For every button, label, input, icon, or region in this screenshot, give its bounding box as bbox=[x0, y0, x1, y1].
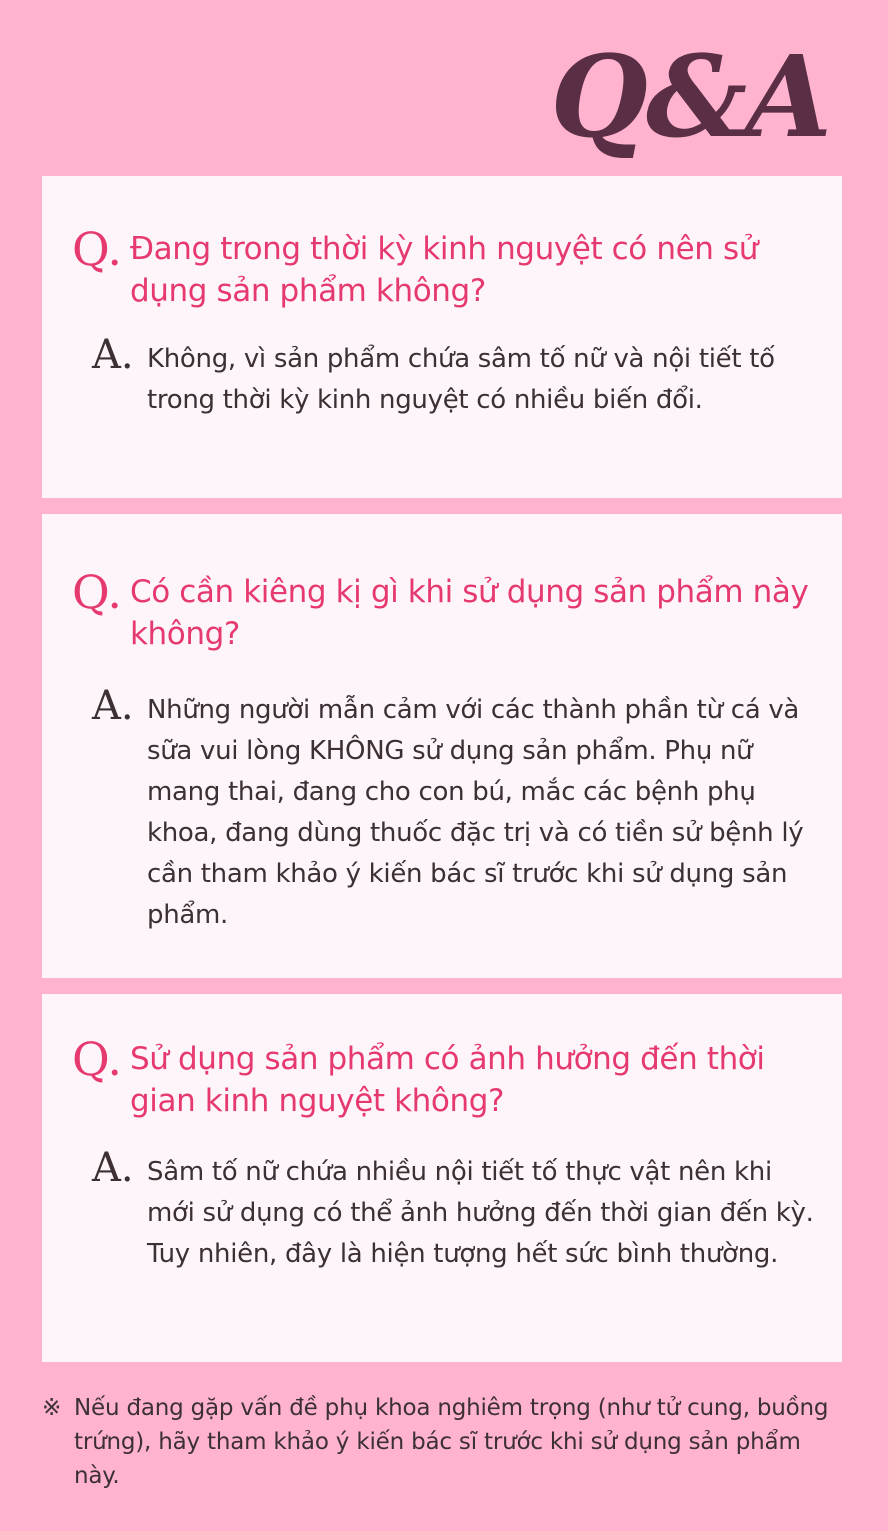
footnote-text: Nếu đang gặp vấn đề phụ khoa nghiêm trọng (như tử cung, buồng trứng), hãy tham khảo ý kiến bác sĩ trước khi sử dụng sản phẩm này. bbox=[74, 1395, 829, 1489]
faq-answer-2 bbox=[92, 683, 822, 936]
question-text: Đang trong thời kỳ kinh nguyệt có nên sử dụng sản phẩm không? bbox=[130, 231, 758, 309]
question-marker: Q. bbox=[72, 565, 123, 619]
footnote bbox=[42, 1391, 847, 1493]
answer-text: Sâm tố nữ chứa nhiều nội tiết tố thực vật nên khi mới sử dụng có thể ảnh hưởng đến thời gian đến kỳ. Tuy nhiên, đây là hiện tượng hết sức bình thường. bbox=[147, 1157, 814, 1269]
faq-answer-1 bbox=[92, 332, 822, 421]
faq-card-3 bbox=[42, 994, 842, 1362]
answer-text: Không, vì sản phẩm chứa sâm tố nữ và nội tiết tố trong thời kỳ kinh nguyệt có nhiều biến đổi. bbox=[147, 344, 775, 415]
page-title: Q&A bbox=[550, 32, 830, 163]
faq-card-1 bbox=[42, 176, 842, 498]
question-text: Có cần kiêng kị gì khi sử dụng sản phẩm này không? bbox=[130, 574, 809, 652]
reference-mark-icon: ※ bbox=[42, 1395, 62, 1421]
question-marker: Q. bbox=[72, 1032, 123, 1086]
answer-text: Những người mẫn cảm với các thành phần từ cá và sữa vui lòng KHÔNG sử dụng sản phẩm. Phụ nữ mang thai, đang cho con bú, mắc các bệnh phụ khoa, đang dùng thuốc đặc trị và có tiền sử bệnh lý cần tham khảo ý kiến bác sĩ trước khi sử dụng sản phẩm. bbox=[147, 695, 804, 930]
question-text: Sử dụng sản phẩm có ảnh hưởng đến thời gian kinh nguyệt không? bbox=[130, 1041, 765, 1119]
faq-question-1 bbox=[72, 222, 822, 312]
question-marker: Q. bbox=[72, 222, 123, 276]
faq-answer-3 bbox=[92, 1145, 822, 1275]
faq-question-3 bbox=[72, 1032, 822, 1122]
faq-card-2 bbox=[42, 514, 842, 978]
answer-marker: A. bbox=[92, 683, 134, 729]
answer-marker: A. bbox=[92, 332, 134, 378]
answer-marker: A. bbox=[92, 1145, 134, 1191]
faq-question-2 bbox=[72, 565, 822, 655]
